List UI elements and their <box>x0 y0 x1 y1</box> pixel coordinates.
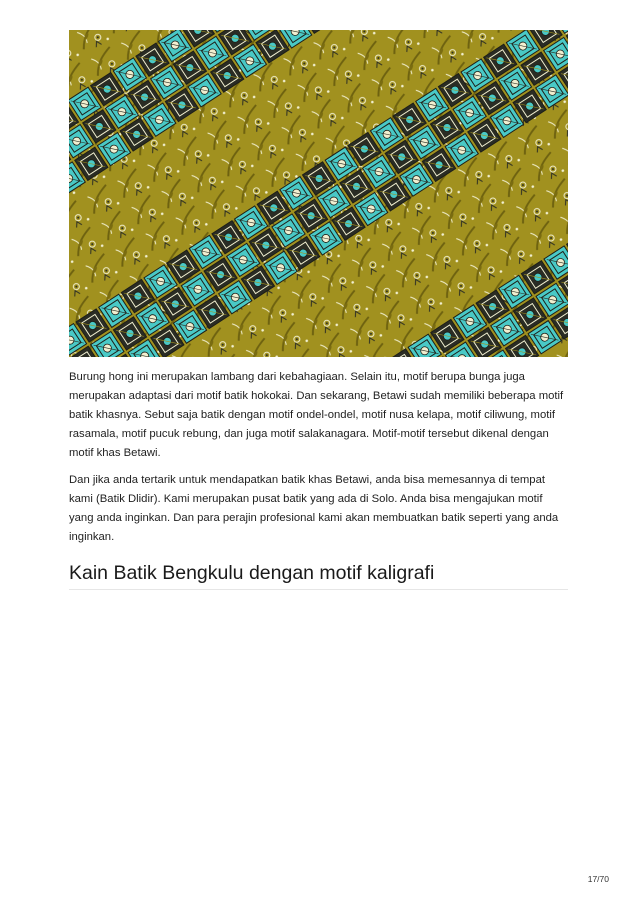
page-number: 17/70 <box>587 874 609 884</box>
section-heading: Kain Batik Bengkulu dengan motif kaligrafi <box>69 562 435 584</box>
body-paragraph: Dan jika anda tertarik untuk mendapatkan batik khas Betawi, anda bisa memesannya di tempat kami (Batik Dlidir). Kami merupakan pusat batik yang ada di Solo. Anda bisa mengajukan motif yang anda inginkan. Dan para perajin profesional kami akan membuatkan batik seperti yang anda inginkan. <box>69 474 559 543</box>
body-paragraph: Burung hong ini merupakan lambang dari kebahagiaan. Selain itu, motif berupa bunga juga merupakan adaptasi dari motif batik hokokai. Dan sekarang, Betawi sudah memiliki beberapa motif batik khasnya. Sebut saja batik dengan motif ondel-ondel, motif nusa kelapa, motif ciliwung, motif rasamala, motif pucuk rebung, dan juga motif salakanagara. Motif-motif tersebut dikenal dengan motif khas Betawi. <box>69 371 564 459</box>
batik-pattern-image <box>69 30 568 357</box>
heading-divider <box>69 589 568 590</box>
batik-photo <box>69 30 568 357</box>
